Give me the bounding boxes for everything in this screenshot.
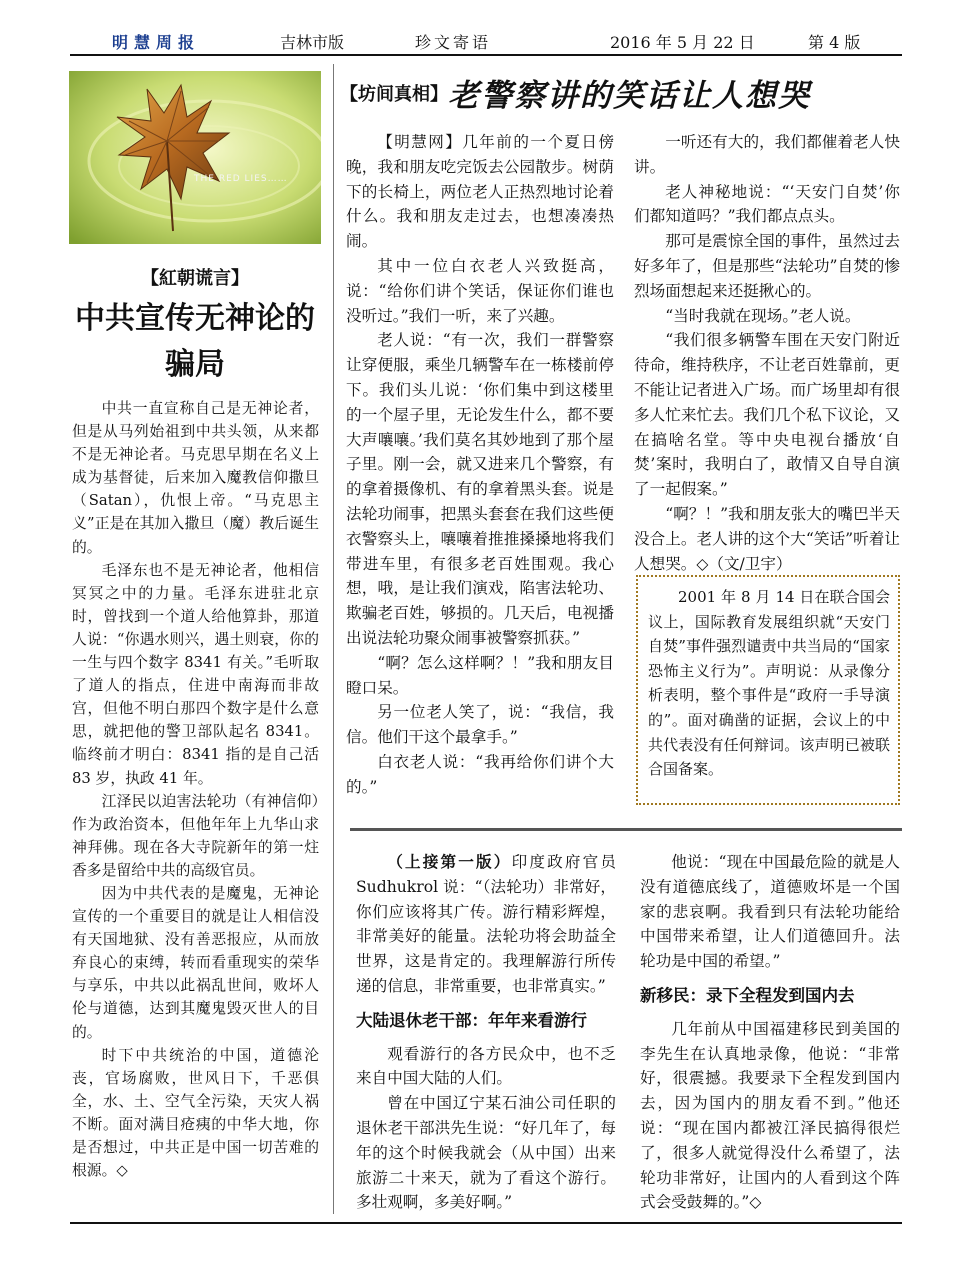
un-statement-box [636, 575, 900, 805]
continued-from-label: （上接第一版） [387, 852, 512, 871]
top-story-category: 【坊间真相】 [340, 84, 448, 105]
bottom-story-col2 [640, 850, 900, 1215]
section-label: 珍文寄语 [415, 33, 492, 52]
bottom-story-col1 [356, 850, 616, 1215]
un-statement-text: 2001 年 8 月 14 日在联合国会议上，国际教育发展组织就“天安门自焚”事件强烈谴责中共当局的“国家恐怖主义行为”。声明说：从录像分析表明，整个事件是“政府一手导演的”。面对确凿的证据，会议上的中共代表没有任何辩词。该声明已被联合国备案。 [648, 588, 890, 779]
bottom-paragraph-text: 印度政府官员 Sudhukrol 说：“（法轮功）非常好，你们应该将其广传。游行精彩辉煌，非常美好的能量。法轮功将会助益全世界，这是肯定的。我理解游行所传递的信息，非常重要，也非常真实。” [356, 853, 616, 995]
top-story-col1 [346, 130, 614, 800]
top-paragraph: “啊？怎么这样啊？！”我和朋友目瞪口呆。 [346, 653, 614, 697]
top-paragraph: 那可是震惊全国的事件，虽然过去好多年了，但是那些“法轮功”自焚的惨烈场面想起来还挺揪心的。 [634, 232, 900, 300]
section-rule [350, 828, 902, 831]
bottom-paragraph: 他说：“现在中国最危险的就是人没有道德底线了，道德败坏是一个国家的悲哀啊。我看到只有法轮功能给中国带来希望，让人们道德回升。法轮功是中国的希望。” [640, 853, 900, 971]
left-headline-line2: 骗局 [165, 347, 225, 382]
top-paragraph: 老人说：“有一次，我们一群警察让穿便服，乘坐几辆警车在一栋楼前停下。我们头儿说：‘你们集中到这楼里的一个屋子里，无论发生什么，都不要大声嚷嚷。’我们莫名其妙地到了那个屋子里。刚一会，就又进来几个警察，有的拿着摄像机、有的拿着黑头套。说是法轮功闹事，把黑头套套在我们这些便衣警察头上，嚷嚷着推推搡搡地将我们带进车里，有很多老百姓围观。我心想，哦，是让我们演戏，陷害法轮功、欺骗老百姓，够损的。几天后，电视播出说法轮功聚众闹事被警察抓获。” [346, 331, 614, 647]
top-paragraph: 白衣老人说：“我再给你们讲个大的。” [346, 752, 614, 796]
issue-date: 2016 年 5 月 22 日 [610, 33, 755, 52]
page-number: 第 4 版 [808, 33, 861, 52]
leaf-photo [69, 71, 321, 244]
masthead-rule [70, 54, 902, 56]
left-article-body [72, 397, 319, 1182]
top-story-heading [340, 70, 900, 116]
top-story-col2 [634, 130, 900, 576]
top-paragraph: “我们很多辆警车围在天安门附近待命，维持秩序，不让老百姓靠前，更不能让记者进入广场。而广场里却有很多人忙来忙去。我们几个私下议论，又在搞啥名堂。等中央电视台播放‘自焚’案时，我明白了，敢情又自导自演了一起假案。” [634, 331, 900, 499]
top-paragraph: “啊？！”我和朋友张大的嘴巴半天没合上。老人讲的这个大“笑话”听着让人想哭。◇（文/卫宇） [634, 504, 900, 573]
photo-caption: THE RED LIES…… [194, 174, 288, 184]
newspaper-name: 明慧周报 [112, 33, 201, 52]
masthead [70, 28, 905, 54]
left-headline [69, 296, 321, 388]
top-paragraph: 一听还有大的，我们都催着老人快讲。 [634, 133, 900, 176]
footer-rule [70, 1222, 902, 1224]
top-story-title: 老警察讲的笑话让人想哭 [448, 78, 811, 114]
left-paragraph: 江泽民以迫害法轮功（有神信仰）作为政治资本，但他年年上九华山求神拜佛。现在各大寺院新年的第一炷香多是留给中共的高级官员。 [72, 792, 319, 879]
bottom-paragraph [356, 850, 616, 999]
left-headline-line1: 中共宣传无神论的 [75, 301, 315, 336]
bottom-paragraph: 观看游行的各方民众中，也不乏来自中国大陆的人们。 [356, 1044, 616, 1088]
top-paragraph: 其中一位白衣老人兴致挺高，说：“给你们讲个笑话，保证你们谁也没听过。”我们一听，来了兴趣。 [346, 256, 614, 325]
subhead-retired-cadre: 大陆退休老干部：年年来看游行 [356, 1010, 587, 1030]
top-paragraph: 另一位老人笑了，说：“我信，我信。他们干这个最拿手。” [346, 703, 614, 747]
bottom-paragraph: 几年前从中国福建移民到美国的李先生在认真地录像，他说：“非常好，很震撼。我要录下全程发到国内去，因为国内的朋友看不到。”他还说：“现在国内都被江泽民搞得很烂了，很多人就觉得没什么希望了，法轮功非常好，让国内的人看到这个阵式会受鼓舞的。”◇ [640, 1019, 900, 1212]
top-paragraph: 【明慧网】几年前的一个夏日傍晚，我和朋友吃完饭去公园散步。树荫下的长椅上，两位老人正热烈地讨论着什么。我和朋友走过去，也想凑凑热闹。 [346, 133, 614, 251]
subhead-new-immigrant: 新移民：录下全程发到国内去 [640, 985, 855, 1005]
left-paragraph: 中共一直宣称自己是无神论者，但是从马列始祖到中共头领，从来都不是无神论者。马克思早期在名义上成为基督徒，后来加入魔教信仰撒旦（Satan），仇恨上帝。“马克思主义”正是在其加入撒旦（魔）教后诞生的。 [72, 400, 319, 556]
bottom-paragraph: 曾在中国辽宁某石油公司任职的退休老干部洪先生说：“好几年了，每年的这个时候我就会（从中国）出来旅游二十来天，就为了看这个游行。多壮观啊，多美好啊。” [356, 1094, 616, 1212]
edition-label: 吉林市版 [280, 33, 345, 52]
column-divider [333, 64, 334, 1214]
left-paragraph: 因为中共代表的是魔鬼，无神论宣传的一个重要目的就是让人相信没有天国地狱、没有善恶报应，从而放弃良心的束缚，转而看重现实的荣华与享乐，中共以此祸乱世间，败坏人伦与道德，达到其魔鬼毁灭世人的目的。 [72, 884, 319, 1041]
leaf-illustration [69, 71, 321, 244]
left-paragraph: 时下中共统治的中国，道德沦丧，官场腐败，世风日下，千恶俱全，水、土、空气全污染，天灾人祸不断。面对满目疮痍的中华大地，你是否想过，中共正是中国一切苦难的根源。◇ [72, 1046, 319, 1180]
top-paragraph: “当时我就在现场。”老人说。 [665, 306, 861, 325]
left-paragraph: 毛泽东也不是无神论者，他相信冥冥之中的力量。毛泽东进驻北京时，曾找到一个道人给他算卦，那道人说：“你遇水则兴，遇土则衰，你的一生与四个数字 8341 有关。”毛听取了道人的指点，住进中南海而非故宫，但他不明白那四个数字是什么意思，就把他的警卫部队起名 8341。临终前才明白：8341 指的是自己活 83 岁，执政 41 年。 [72, 561, 319, 787]
left-category: 【紅朝谎言】 [141, 268, 249, 289]
top-paragraph: 老人神秘地说：“‘天安门自焚’你们都知道吗？”我们都点点头。 [634, 182, 900, 226]
